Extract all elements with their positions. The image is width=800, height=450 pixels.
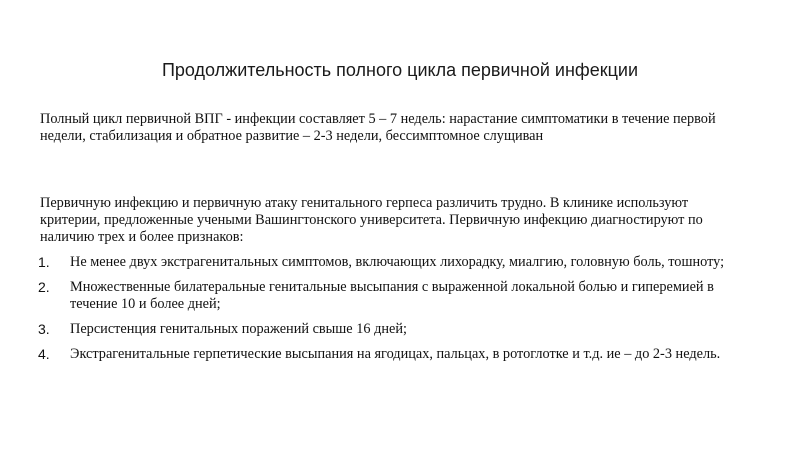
criteria-intro-paragraph: Первичную инфекцию и первичную атаку генитального герпеса различить трудно. В клинике используют критерии, предложенные учеными Вашингтонского университета. Первичную инфекцию диагностируют по наличию трех и более признаков:	[40, 195, 703, 245]
list-item-text: Экстрагенитальные герпетические высыпания на ягодицах, пальцах, в ротоглотке и т.д. ие – до 2-3 недель.	[70, 346, 721, 362]
list-item-number: 2.	[38, 279, 50, 295]
list-item-number: 3.	[38, 321, 50, 337]
list-item	[0, 346, 740, 363]
criteria-list	[0, 254, 740, 371]
list-item-text: Множественные билатеральные генитальные высыпания с выраженной локальной болью и гиперемией в течение 10 и более дней;	[70, 279, 714, 312]
list-item-text: Не менее двух экстрагенитальных симптомов, включающих лихорадку, миалгию, головную боль, тошноту;	[70, 254, 725, 270]
list-item	[0, 321, 740, 338]
list-item-number: 4.	[38, 346, 50, 362]
list-item	[0, 254, 740, 271]
list-item-number: 1.	[38, 254, 50, 270]
list-item	[0, 279, 740, 313]
slide-title: Продолжительность полного цикла первичной инфекции	[161, 60, 639, 80]
intro-paragraph: Полный цикл первичной ВПГ - инфекции составляет 5 – 7 недель: нарастание симптоматики в течение первой недели, стабилизация и обратное развитие – 2-3 недели, бессимптомное слущиван	[40, 111, 716, 144]
list-item-text: Персистенция генитальных поражений свыше 16 дней;	[70, 321, 407, 337]
